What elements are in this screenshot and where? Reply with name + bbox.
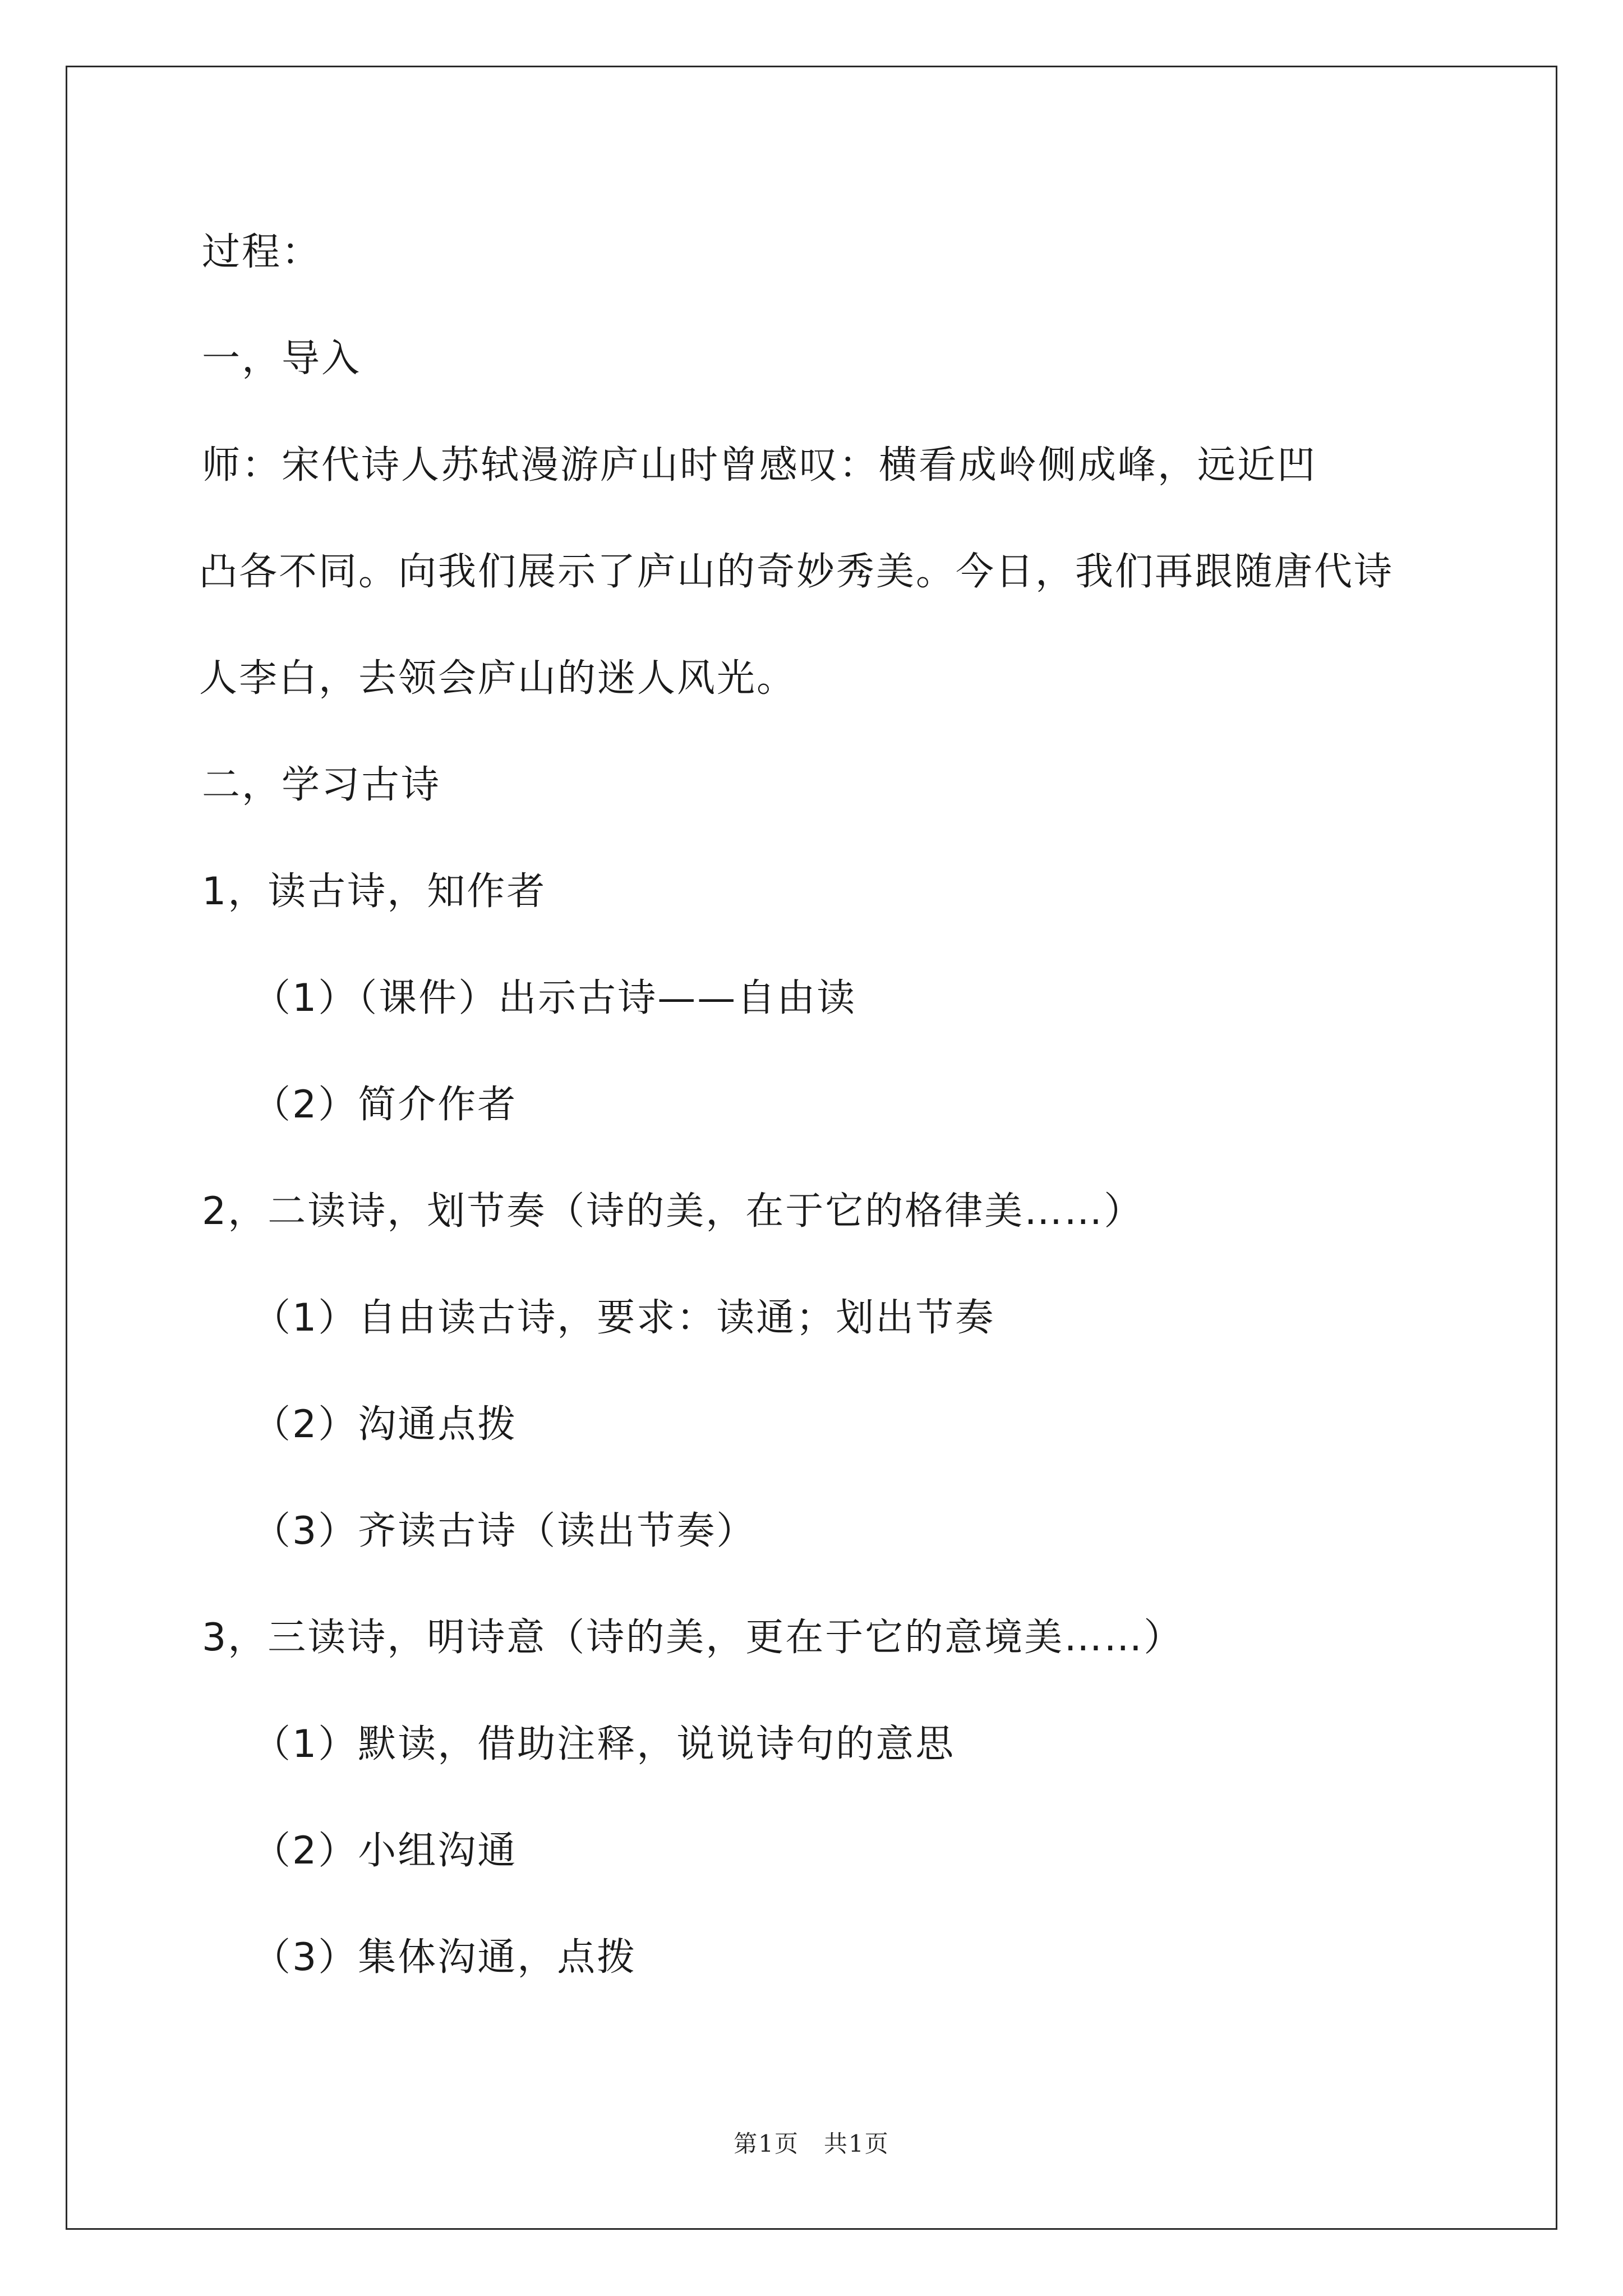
paragraph-step-3-3: （3）集体沟通，点拨 <box>252 1935 637 1980</box>
page-number-footer: 第1页 共1页 <box>734 2130 889 2157</box>
paragraph-section-intro: 一，导入 <box>202 337 362 381</box>
paragraph-step-3-2: （2）小组沟通 <box>252 1829 518 1873</box>
page-border <box>66 66 1557 2230</box>
paragraph-step-2: 2，二读诗，划节奏（诗的美，在于它的格律美……） <box>202 1189 1144 1234</box>
paragraph-step-1-2: （2）简介作者 <box>252 1083 518 1127</box>
paragraph-step-2-1: （1）自由读古诗，要求：读通；划出节奏 <box>252 1296 995 1340</box>
paragraph-teacher-line-1: 师：宋代诗人苏轼漫游庐山时曾感叹：横看成岭侧成峰，远近凹 <box>202 443 1317 487</box>
paragraph-process-heading: 过程： <box>202 230 322 274</box>
paragraph-step-2-3: （3）齐读古诗（读出节奏） <box>252 1509 757 1553</box>
paragraph-step-3: 3，三读诗，明诗意（诗的美，更在于它的意境美……） <box>202 1616 1184 1660</box>
paragraph-section-poem: 二，学习古诗 <box>202 763 441 807</box>
paragraph-step-1: 1，读古诗，知作者 <box>202 869 547 914</box>
paragraph-step-1-1: （1）（课件）出示古诗——自由读 <box>252 976 857 1020</box>
paragraph-teacher-line-2: 凸各不同。向我们展示了庐山的奇妙秀美。今日，我们再跟随唐代诗 <box>199 550 1394 594</box>
paragraph-step-3-1: （1）默读，借助注释，说说诗句的意思 <box>252 1722 956 1766</box>
paragraph-step-2-2: （2）沟通点拨 <box>252 1402 518 1447</box>
paragraph-teacher-line-3: 人李白，去领会庐山的迷人风光。 <box>199 656 797 701</box>
